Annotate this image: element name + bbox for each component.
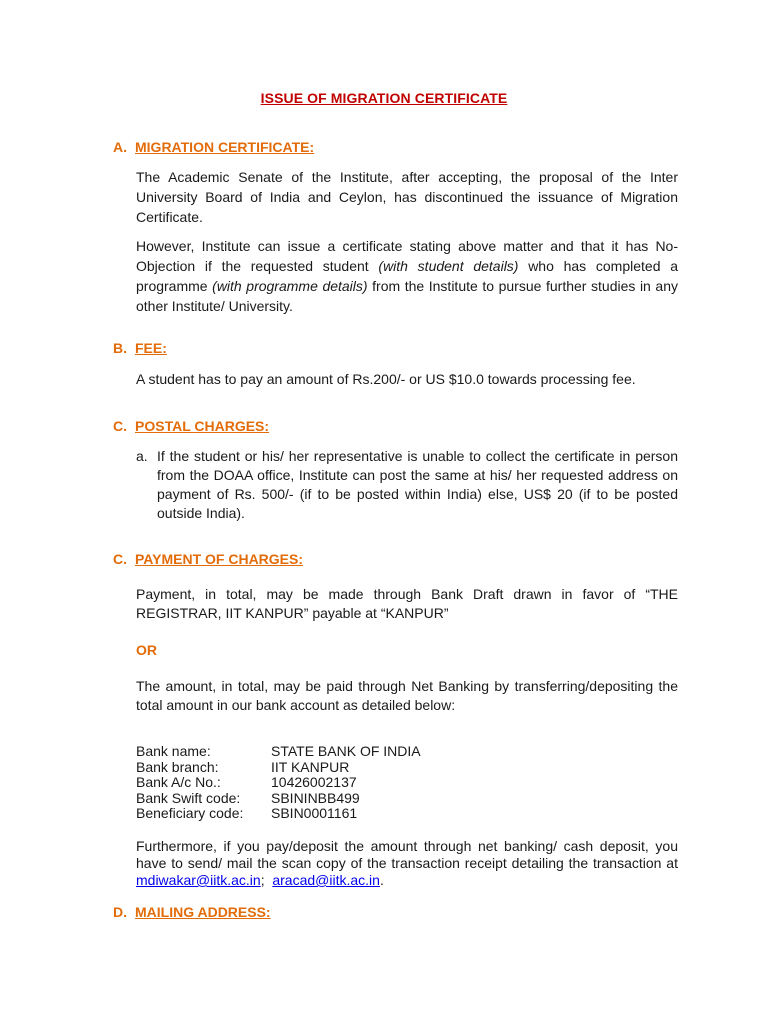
section-b-heading bbox=[113, 340, 167, 356]
section-b-fee-text: A student has to pay an amount of Rs.200/- or US $10.0 towards processing fee. bbox=[136, 371, 636, 387]
section-c-postal-heading bbox=[113, 418, 269, 434]
section-d-heading bbox=[113, 904, 271, 920]
para2-italic-student-details: (with student details) bbox=[378, 258, 519, 274]
section-d-letter: D. bbox=[113, 904, 127, 920]
bank-detail-value: SBIN0001161 bbox=[271, 805, 358, 821]
email-link-aracad[interactable]: aracad@iitk.ac.in bbox=[272, 872, 380, 888]
section-a-heading bbox=[113, 139, 314, 155]
bank-details-table bbox=[136, 744, 421, 822]
section-a-paragraph-2 bbox=[136, 236, 678, 316]
section-d-title: MAILING ADDRESS: bbox=[135, 904, 271, 920]
payment-paragraph-3-text: Furthermore, if you pay/deposit the amount through net banking/ cash deposit, you have to send/ mail the scan copy of the transaction receipt detailing the transaction at bbox=[136, 838, 678, 871]
document-title: ISSUE OF MIGRATION CERTIFICATE bbox=[260, 90, 508, 106]
bank-detail-label: Bank Swift code: bbox=[136, 789, 241, 806]
or-label: OR bbox=[136, 642, 157, 658]
bank-detail-row bbox=[136, 806, 421, 822]
section-b-letter: B. bbox=[113, 340, 127, 356]
section-c-postal-title: POSTAL CHARGES: bbox=[135, 418, 270, 434]
para2-text-2: who has completed a programme bbox=[136, 258, 678, 294]
bank-detail-row bbox=[136, 760, 421, 776]
section-a-title: MIGRATION CERTIFICATE: bbox=[135, 139, 315, 155]
payment-paragraph-2: The amount, in total, may be paid through Net Banking by transferring/depositing the total amount in our bank account as detailed below: bbox=[136, 678, 678, 713]
bank-detail-label: Bank A/c No.: bbox=[136, 774, 221, 790]
postal-charges-text: If the student or his/ her representative is unable to collect the certificate in person from the DOAA office, Institute can post the same at his/ her requested address on payment of Rs. 500/- (if to be posted within India) else, US$ 20 (if to be posted outside India). bbox=[157, 448, 678, 521]
bank-detail-value: SBININBB499 bbox=[271, 789, 360, 806]
bank-detail-value: 10426002137 bbox=[271, 774, 357, 790]
email-separator: ; bbox=[260, 872, 273, 888]
paragraph-end-period: . bbox=[379, 872, 384, 888]
section-c-payment-letter: C. bbox=[113, 551, 127, 567]
section-a-paragraph-1: The Academic Senate of the Institute, after accepting, the proposal of the Inter University Board of India and Ceylon, has discontinued the issuance of Migration Certificate. bbox=[136, 169, 678, 225]
bank-detail-label: Bank branch: bbox=[136, 758, 219, 775]
para2-italic-programme-details: (with programme details) bbox=[212, 278, 368, 294]
section-c-payment-heading bbox=[113, 551, 303, 567]
section-c-postal-letter: C. bbox=[113, 418, 127, 434]
section-a-letter: A. bbox=[113, 139, 127, 155]
list-marker: a. bbox=[136, 448, 148, 464]
bank-detail-value: IIT KANPUR bbox=[271, 758, 350, 775]
para2-text-3: from the Institute to pursue further studies in any other Institute/ University. bbox=[136, 278, 678, 314]
payment-paragraph-3 bbox=[136, 838, 678, 889]
bank-detail-row bbox=[136, 744, 421, 760]
bank-detail-row bbox=[136, 791, 421, 807]
bank-detail-value: STATE BANK OF INDIA bbox=[271, 743, 421, 759]
section-c-payment-title: PAYMENT OF CHARGES: bbox=[135, 551, 304, 567]
para2-text-1: However, Institute can issue a certificate stating above matter and that it has No-Objection if the requested student bbox=[136, 238, 678, 274]
email-link-mdiwakar[interactable]: mdiwakar@iitk.ac.in bbox=[136, 872, 261, 888]
postal-charges-list-item bbox=[136, 447, 678, 523]
bank-details-rows bbox=[136, 744, 421, 822]
bank-detail-label: Beneficiary code: bbox=[136, 805, 244, 821]
payment-paragraph-1: Payment, in total, may be made through Bank Draft drawn in favor of “THE REGISTRAR, IIT KANPUR” payable at “KANPUR” bbox=[136, 586, 678, 621]
section-b-title: FEE: bbox=[135, 340, 167, 356]
bank-detail-row bbox=[136, 775, 421, 791]
bank-detail-label: Bank name: bbox=[136, 743, 211, 759]
